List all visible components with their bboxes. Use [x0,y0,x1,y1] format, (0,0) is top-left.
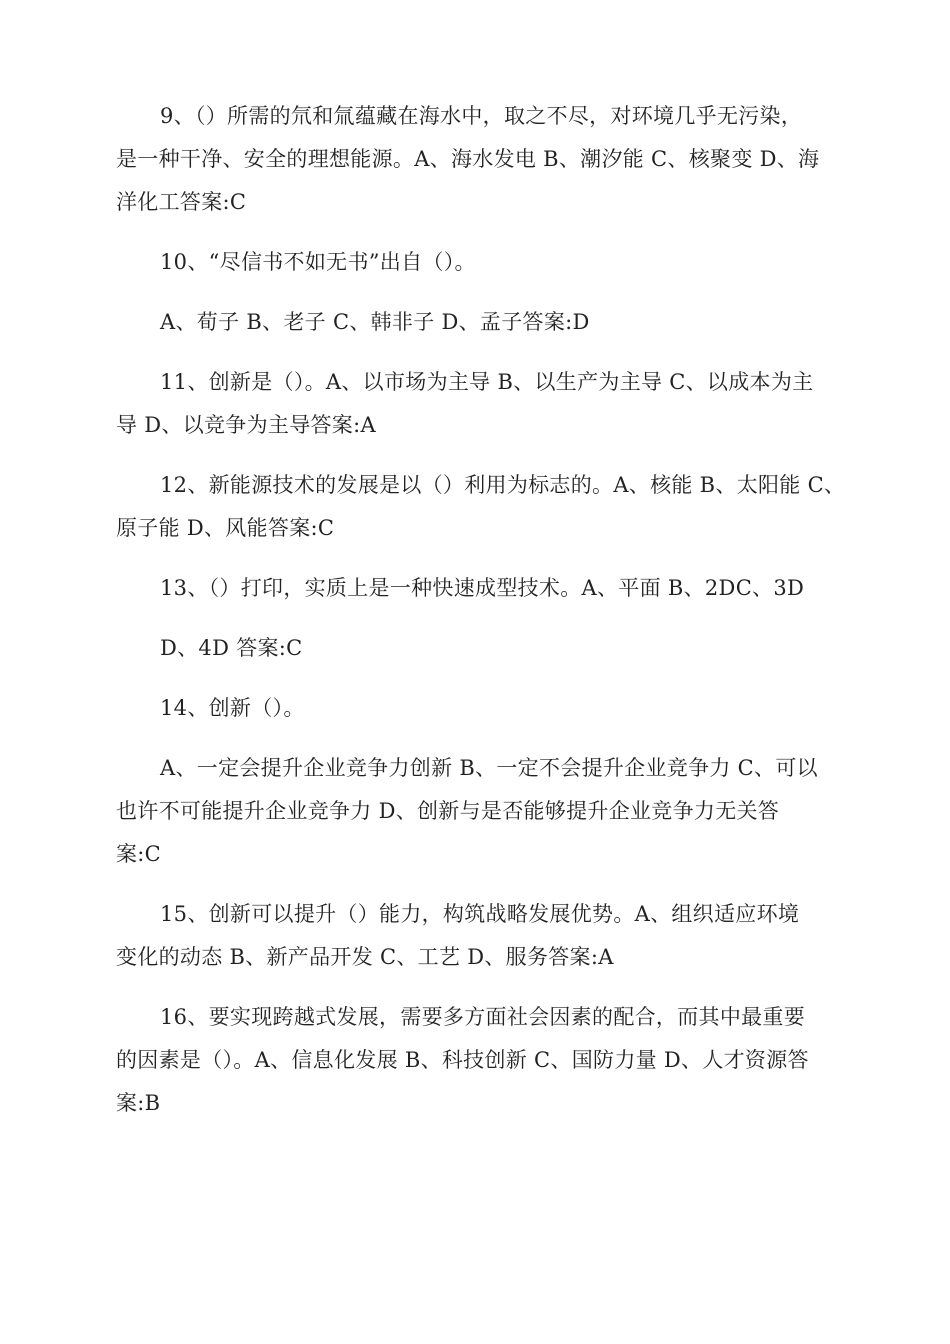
text-line: 13、（）打印，实质上是一种快速成型技术。A、平面 B、2DC、3D [160,576,805,600]
question-14 [116,687,840,730]
text-line: 洋化工答案:C [116,190,247,214]
question-13-options [116,627,840,670]
text-line: 14、创新（）。 [160,696,305,720]
text-line: A、一定会提升企业竞争力创新 B、一定不会提升企业竞争力 C、可以 [160,756,818,780]
text-line: A、荀子 B、老子 C、韩非子 D、孟子答案:D [160,310,590,334]
text-line: 10、“尽信书不如无书”出自（）。 [160,250,476,274]
text-line: D、4D 答案:C [160,636,303,660]
text-line: 变化的动态 B、新产品开发 C、工艺 D、服务答案:A [116,945,614,969]
text-line: 9、（）所需的氘和氚蕴藏在海水中，取之不尽，对环境几乎无污染， [160,104,803,128]
question-13 [116,567,840,610]
text-line: 15、创新可以提升（）能力，构筑战略发展优势。A、组织适应环境 [160,902,800,926]
text-line: 也许不可能提升企业竞争力 D、创新与是否能够提升企业竞争力无关答 [116,799,780,823]
text-line: 的因素是（）。A、信息化发展 B、科技创新 C、国防力量 D、人才资源答 [116,1048,809,1072]
question-16 [116,996,840,1125]
text-line: 12、新能源技术的发展是以（）利用为标志的。A、核能 B、太阳能 C、 [160,473,846,497]
question-9 [116,95,840,224]
question-10-options [116,301,840,344]
question-11 [116,361,840,447]
question-12 [116,464,846,550]
text-line: 是一种干净、安全的理想能源。A、海水发电 B、潮汐能 C、核聚变 D、海 [116,147,820,171]
text-line: 原子能 D、风能答案:C [116,516,335,540]
question-10 [116,241,840,284]
text-line: 16、要实现跨越式发展，需要多方面社会因素的配合，而其中最重要 [160,1005,806,1029]
text-line: 案:C [116,842,162,866]
text-line: 案:B [116,1091,161,1115]
text-line: 11、创新是（）。A、以市场为主导 B、以生产为主导 C、以成本为主 [160,370,814,394]
text-line: 导 D、以竞争为主导答案:A [116,413,376,437]
question-15 [116,893,840,979]
question-14-options [116,747,840,876]
